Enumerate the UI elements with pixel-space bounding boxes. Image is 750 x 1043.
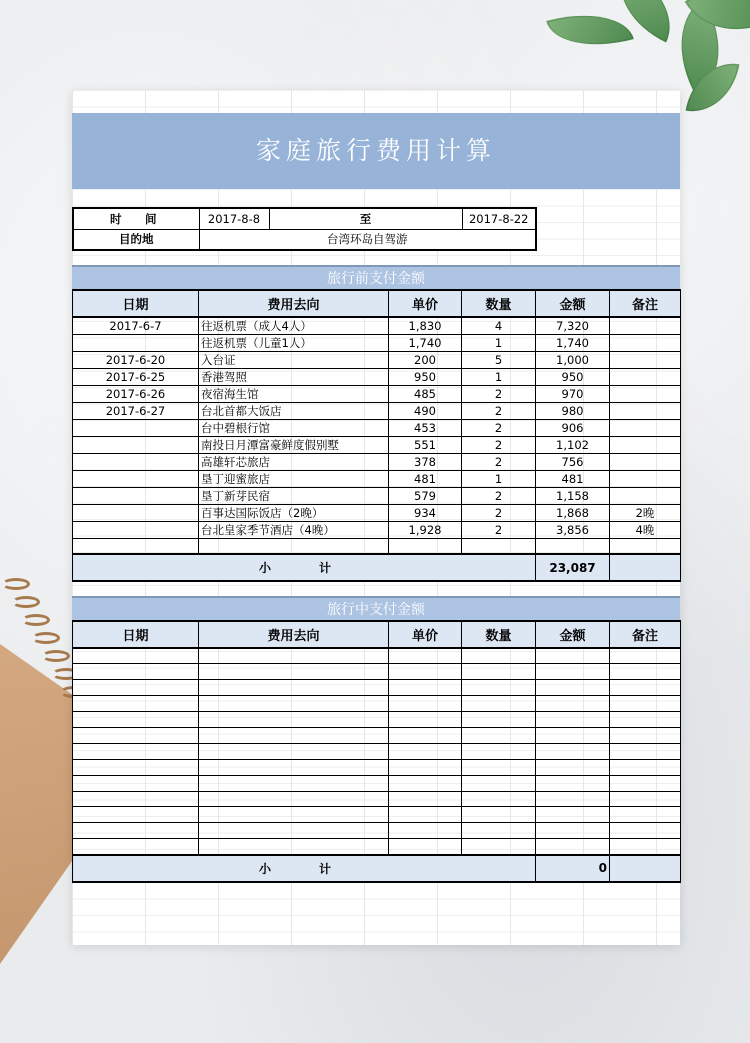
cell-amount[interactable] [536,664,610,680]
cell-item[interactable] [199,823,389,839]
cell-date[interactable] [73,437,199,454]
cell-amount[interactable]: 1,740 [536,335,610,352]
table-row [73,743,681,759]
cell-item[interactable]: 百事达国际饭店（2晚） [199,505,389,522]
cell-item[interactable]: 台北首都大饭店 [199,403,389,420]
cell-note[interactable] [610,454,681,471]
cell-date[interactable] [73,743,199,759]
cell-note[interactable] [610,807,681,823]
cell-qty[interactable]: 2 [462,505,536,522]
cell-price[interactable]: 490 [389,403,462,420]
table-header-row [73,290,681,317]
table-row [73,712,681,728]
cell-note[interactable] [610,791,681,807]
cell-amount[interactable] [536,839,610,855]
table-row [73,727,681,743]
cell-price[interactable] [389,759,462,775]
table-row [73,335,681,352]
cell-qty[interactable]: 1 [462,471,536,488]
cell-note[interactable] [610,680,681,696]
cell-date[interactable]: 2017-6-20 [73,352,199,369]
table-row [73,807,681,823]
table-row [73,648,681,664]
cell-date[interactable]: 2017-6-7 [73,317,199,335]
cell-price[interactable]: 481 [389,471,462,488]
table-row [73,403,681,420]
cell-amount[interactable] [536,743,610,759]
cell-qty[interactable] [462,696,536,712]
cell-date[interactable] [73,727,199,743]
cell-item[interactable] [199,680,389,696]
cell-qty[interactable]: 2 [462,403,536,420]
subtotal-value: 0 [536,855,610,882]
cell-date[interactable] [73,539,199,555]
table-row [73,823,681,839]
cell-qty[interactable]: 5 [462,352,536,369]
cell-qty[interactable]: 2 [462,420,536,437]
cell-amount[interactable] [536,648,610,664]
cell-price[interactable] [389,539,462,555]
cell-note[interactable] [610,759,681,775]
cell-amount[interactable] [536,807,610,823]
cell-qty[interactable]: 4 [462,317,536,335]
subtotal-row [73,554,681,581]
cell-qty[interactable] [462,823,536,839]
cell-note[interactable] [610,664,681,680]
cell-qty[interactable] [462,648,536,664]
table-row [73,791,681,807]
cell-note[interactable] [610,775,681,791]
cell-note[interactable] [610,539,681,555]
page-title: 家庭旅行费用计算 [72,113,680,189]
cell-item[interactable] [199,664,389,680]
cell-amount[interactable] [536,775,610,791]
cell-amount[interactable]: 950 [536,369,610,386]
subtotal-value: 23,087 [536,554,610,581]
cell-item[interactable] [199,696,389,712]
cell-qty[interactable]: 2 [462,454,536,471]
cell-price[interactable] [389,727,462,743]
cell-price[interactable]: 1,830 [389,317,462,335]
cell-note[interactable] [610,743,681,759]
cell-item[interactable] [199,727,389,743]
cell-amount[interactable]: 1,102 [536,437,610,454]
cell-price[interactable]: 551 [389,437,462,454]
cell-amount[interactable]: 980 [536,403,610,420]
cell-date[interactable] [73,680,199,696]
cell-item[interactable]: 南投日月潭富豪鲜度假别墅 [199,437,389,454]
cell-date[interactable] [73,471,199,488]
cell-price[interactable] [389,775,462,791]
cell-price[interactable]: 485 [389,386,462,403]
cell-amount[interactable] [536,680,610,696]
cell-amount[interactable] [536,539,610,555]
destination-value[interactable]: 台湾环岛自驾游 [199,229,536,250]
cell-note[interactable] [610,727,681,743]
cell-qty[interactable] [462,759,536,775]
cell-price[interactable]: 1,928 [389,522,462,539]
before-trip-table [72,289,681,582]
trip-info-table [72,207,537,251]
cell-item[interactable] [199,775,389,791]
cell-price[interactable]: 579 [389,488,462,505]
cell-date[interactable] [73,505,199,522]
cell-note[interactable] [610,369,681,386]
table-row [73,522,681,539]
column-header-date: 日期 [73,290,199,317]
table-row [73,759,681,775]
cell-price[interactable]: 934 [389,505,462,522]
cell-date[interactable] [73,759,199,775]
subtotal-label: 小 计 [73,554,536,581]
cell-item[interactable] [199,807,389,823]
cell-qty[interactable]: 2 [462,437,536,454]
column-header-note: 备注 [610,290,681,317]
cell-amount[interactable] [536,727,610,743]
cell-note[interactable] [610,712,681,728]
cell-item[interactable]: 台中碧根行馆 [199,420,389,437]
cell-amount[interactable]: 906 [536,420,610,437]
cell-price[interactable] [389,791,462,807]
cell-price[interactable] [389,648,462,664]
cell-item[interactable]: 往返机票（成人4人） [199,317,389,335]
column-header-date: 日期 [73,621,199,648]
cell-price[interactable]: 1,740 [389,335,462,352]
cell-item[interactable] [199,539,389,555]
cell-item[interactable]: 垦丁新芽民宿 [199,488,389,505]
cell-note[interactable] [610,437,681,454]
cell-item[interactable]: 入台证 [199,352,389,369]
cell-price[interactable] [389,839,462,855]
cell-amount[interactable]: 970 [536,386,610,403]
start-date[interactable]: 2017-8-8 [199,208,269,229]
table-row [73,539,681,555]
cell-date[interactable]: 2017-6-26 [73,386,199,403]
column-header-price: 单价 [389,621,462,648]
cell-note[interactable]: 2晚 [610,505,681,522]
cell-note[interactable] [610,386,681,403]
cell-date[interactable] [73,522,199,539]
column-header-amount: 金额 [536,621,610,648]
cell-item[interactable] [199,648,389,664]
cell-qty[interactable]: 1 [462,369,536,386]
cell-note[interactable] [610,696,681,712]
cell-date[interactable] [73,664,199,680]
cell-item[interactable] [199,759,389,775]
cell-qty[interactable] [462,775,536,791]
cell-amount[interactable]: 481 [536,471,610,488]
cell-amount[interactable] [536,712,610,728]
cell-qty[interactable] [462,727,536,743]
column-header-item: 费用去向 [199,621,389,648]
cell-note[interactable] [610,317,681,335]
table-row [73,420,681,437]
cell-price[interactable]: 950 [389,369,462,386]
cell-price[interactable] [389,823,462,839]
cell-item[interactable] [199,712,389,728]
cell-note[interactable]: 4晚 [610,522,681,539]
cell-date[interactable]: 2017-6-27 [73,403,199,420]
section-before-title: 旅行前支付金额 [72,265,680,289]
cell-item[interactable]: 香港驾照 [199,369,389,386]
cell-qty[interactable] [462,712,536,728]
column-header-qty: 数量 [462,621,536,648]
cell-item[interactable] [199,743,389,759]
cell-note[interactable] [610,488,681,505]
table-row [73,437,681,454]
cell-item[interactable]: 夜宿海生馆 [199,386,389,403]
cell-amount[interactable]: 1,000 [536,352,610,369]
table-row [73,471,681,488]
cell-qty[interactable] [462,743,536,759]
cell-price[interactable] [389,712,462,728]
to-label: 至 [269,208,462,229]
cell-date[interactable] [73,775,199,791]
cell-amount[interactable]: 7,320 [536,317,610,335]
cell-amount[interactable]: 756 [536,454,610,471]
cell-price[interactable]: 200 [389,352,462,369]
column-header-price: 单价 [389,290,462,317]
cell-qty[interactable] [462,680,536,696]
column-header-qty: 数量 [462,290,536,317]
table-row [73,839,681,855]
cell-date[interactable] [73,454,199,471]
cell-item[interactable] [199,839,389,855]
table-row [73,317,681,335]
table-row [73,352,681,369]
notebook-rings [0,570,80,740]
cell-item[interactable]: 垦丁迎蜜旅店 [199,471,389,488]
section-during-title: 旅行中支付金额 [72,596,680,620]
subtotal-note [610,554,681,581]
cell-qty[interactable]: 2 [462,522,536,539]
time-label: 时 间 [73,208,199,229]
cell-amount[interactable] [536,823,610,839]
cell-price[interactable] [389,680,462,696]
cell-amount[interactable]: 1,158 [536,488,610,505]
cell-price[interactable] [389,664,462,680]
cell-qty[interactable]: 2 [462,488,536,505]
cell-note[interactable] [610,839,681,855]
cell-date[interactable] [73,335,199,352]
column-header-item: 费用去向 [199,290,389,317]
subtotal-note [610,855,681,882]
cell-note[interactable] [610,335,681,352]
end-date[interactable]: 2017-8-22 [462,208,536,229]
cell-amount[interactable]: 3,856 [536,522,610,539]
table-row [73,369,681,386]
cell-price[interactable] [389,807,462,823]
cell-qty[interactable]: 2 [462,386,536,403]
table-row [73,680,681,696]
cell-qty[interactable] [462,791,536,807]
cell-price[interactable] [389,696,462,712]
cell-price[interactable]: 378 [389,454,462,471]
cell-item[interactable]: 台北皇家季节酒店（4晚） [199,522,389,539]
cell-amount[interactable] [536,759,610,775]
cell-qty[interactable]: 1 [462,335,536,352]
table-row [73,386,681,403]
cell-item[interactable]: 高雄轩芯旅店 [199,454,389,471]
cell-note[interactable] [610,403,681,420]
subtotal-row [73,855,681,882]
cell-price[interactable]: 453 [389,420,462,437]
cell-amount[interactable] [536,791,610,807]
cell-date[interactable] [73,488,199,505]
cell-note[interactable] [610,648,681,664]
table-row [73,696,681,712]
cell-note[interactable] [610,352,681,369]
cell-date[interactable] [73,791,199,807]
cell-date[interactable]: 2017-6-25 [73,369,199,386]
spreadsheet-page [72,90,680,945]
cell-item[interactable] [199,791,389,807]
table-row [73,488,681,505]
table-row [73,505,681,522]
table-row [73,454,681,471]
cell-qty[interactable] [462,839,536,855]
cell-date[interactable] [73,696,199,712]
cell-note[interactable] [610,471,681,488]
cell-qty[interactable] [462,539,536,555]
cell-qty[interactable] [462,807,536,823]
cell-note[interactable] [610,823,681,839]
cell-date[interactable] [73,420,199,437]
cell-date[interactable] [73,839,199,855]
cell-amount[interactable]: 1,868 [536,505,610,522]
destination-label: 目的地 [73,229,199,250]
table-row [73,775,681,791]
during-trip-table [72,620,681,883]
cell-note[interactable] [610,420,681,437]
cell-qty[interactable] [462,664,536,680]
column-header-amount: 金额 [536,290,610,317]
cell-date[interactable] [73,823,199,839]
cell-item[interactable]: 往返机票（儿童1人） [199,335,389,352]
table-row [73,664,681,680]
column-header-note: 备注 [610,621,681,648]
cell-date[interactable] [73,648,199,664]
subtotal-label: 小 计 [73,855,536,882]
cell-date[interactable] [73,807,199,823]
cell-price[interactable] [389,743,462,759]
table-header-row [73,621,681,648]
cell-date[interactable] [73,712,199,728]
cell-amount[interactable] [536,696,610,712]
